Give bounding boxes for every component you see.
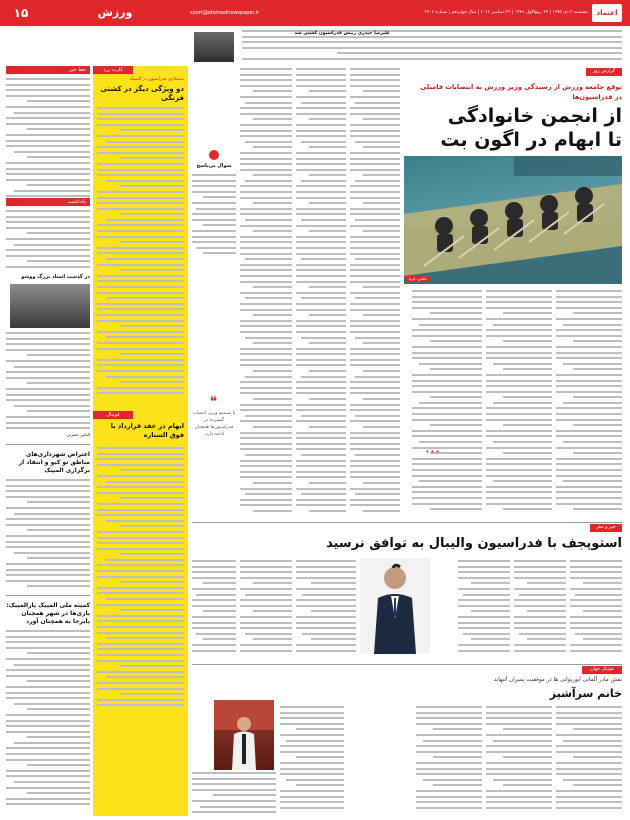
feature-tag: گزارش روز: [586, 68, 622, 76]
rowers-illustration: [404, 156, 622, 284]
coach-illustration: [360, 558, 430, 654]
story-title-tokyo: اعتراض شهرداری‌های مناطق تو کیو و انتقاد از برگزاری المپیک: [18, 451, 90, 474]
column-photo: [10, 284, 90, 328]
yellow-sidebar: [93, 66, 188, 816]
bottom-kicker: نقش مادر آلمانی ابوریوانی ها در موفقیت پسران آتنهاند: [493, 677, 622, 683]
qa-title: سوال بی‌پاسخ: [196, 163, 232, 169]
volley-col-1: [570, 560, 622, 660]
bottom-headline: خانم سرآشپز: [549, 687, 622, 700]
feature-col-3: [412, 290, 482, 518]
bottom-photo: [214, 700, 274, 770]
yellow-intro: دستکاری فدراسیون در المپیک: [129, 77, 184, 82]
volley-col-4: [296, 560, 356, 660]
feature-col-2: [486, 290, 552, 518]
bottom-divider: [192, 664, 622, 665]
feature-kicker: توقع جامعه ورزش از رسیدگی وزیر ورزش به انتصابات فامیلی در فدراسیون‌ها: [420, 83, 622, 101]
chef-illustration: [214, 700, 274, 770]
volley-col-5: [240, 560, 292, 660]
bottom-col-5: [192, 772, 276, 816]
volley-col-6: [192, 560, 236, 660]
date-line: پنجشنبه ۲ دی ۱۳۹۵ | ۲۴ ربیع‌الاول ۱۴۳۸ | ۲۲ دسامبر ۲۰۱۶ | سال چهاردهم | شماره ۳۷۰۶: [424, 10, 588, 15]
column-author: الیاس حضرتی: [66, 432, 90, 437]
quote-icon: ❝: [209, 394, 219, 410]
logo: اعتماد: [592, 4, 622, 22]
volley-tag: خبر و نظر: [590, 524, 622, 532]
volley-col-2: [514, 560, 566, 660]
feature-photo: [404, 156, 622, 284]
feature-col-1: [556, 290, 622, 518]
yellow-tag: کارت زرد: [93, 66, 133, 74]
volley-col-3: [458, 560, 510, 660]
photo-credit: عکس: ایرنا: [406, 276, 430, 282]
yellow-headline-2: ابهام در عقد قرارداد با فوق الستاره: [110, 422, 184, 439]
middle-col-3: [350, 68, 400, 518]
feature-headline-1: از انجمن خانوادگی: [447, 105, 622, 127]
qa-icon: [209, 150, 219, 160]
page-header: [0, 0, 630, 26]
volley-headline: استوپجف با فدراسیون والیبال به توافق نرسید: [326, 536, 622, 551]
page-number: ۱۵: [13, 6, 29, 20]
qa-body: با تصمیم وزیر، انتصاب گسترده در فدراسیون‌ها همچنان ادامه دارد.: [192, 411, 236, 437]
sidebar-tag-note: یادداشت: [6, 198, 90, 206]
story-title-committee: کمیته ملی المپیک پارالمپیک: بازی‌ها در شهر همچنان پابرجا به همچنان آورد: [6, 602, 90, 625]
middle-col-2: [296, 68, 346, 518]
bottom-col-2: [486, 706, 552, 816]
bottom-col-1: [556, 706, 622, 816]
author-photo: [194, 32, 234, 62]
yellow-tag-football: فوتبال: [93, 411, 133, 419]
header-email[interactable]: sport@etemadnewspaper.ir: [190, 10, 260, 16]
sidebar-tag-news: خط خبر: [6, 66, 90, 74]
separator-dots: •••: [425, 448, 441, 456]
qa-box: [192, 150, 236, 530]
volley-divider: [192, 522, 622, 523]
middle-col-1: [240, 68, 292, 518]
bottom-tag: فوتبال جهان: [582, 666, 622, 674]
volley-photo: [360, 558, 430, 654]
bottom-col-3: [416, 706, 482, 816]
bottom-col-4: [280, 706, 344, 816]
section-name: ورزش: [97, 6, 133, 19]
yellow-headline: دو ویژگی دیگر در کشتی فرنگی: [100, 85, 184, 102]
left-sidebar: [6, 66, 90, 816]
feature-headline-2: تا ابهام در اگون بت: [440, 129, 622, 151]
column-title: در گذشت استاد بزرگ ووشو: [21, 274, 90, 280]
banner-headline: علیرضا حیدری رییس فدراسیون کشتی شد: [294, 31, 390, 36]
